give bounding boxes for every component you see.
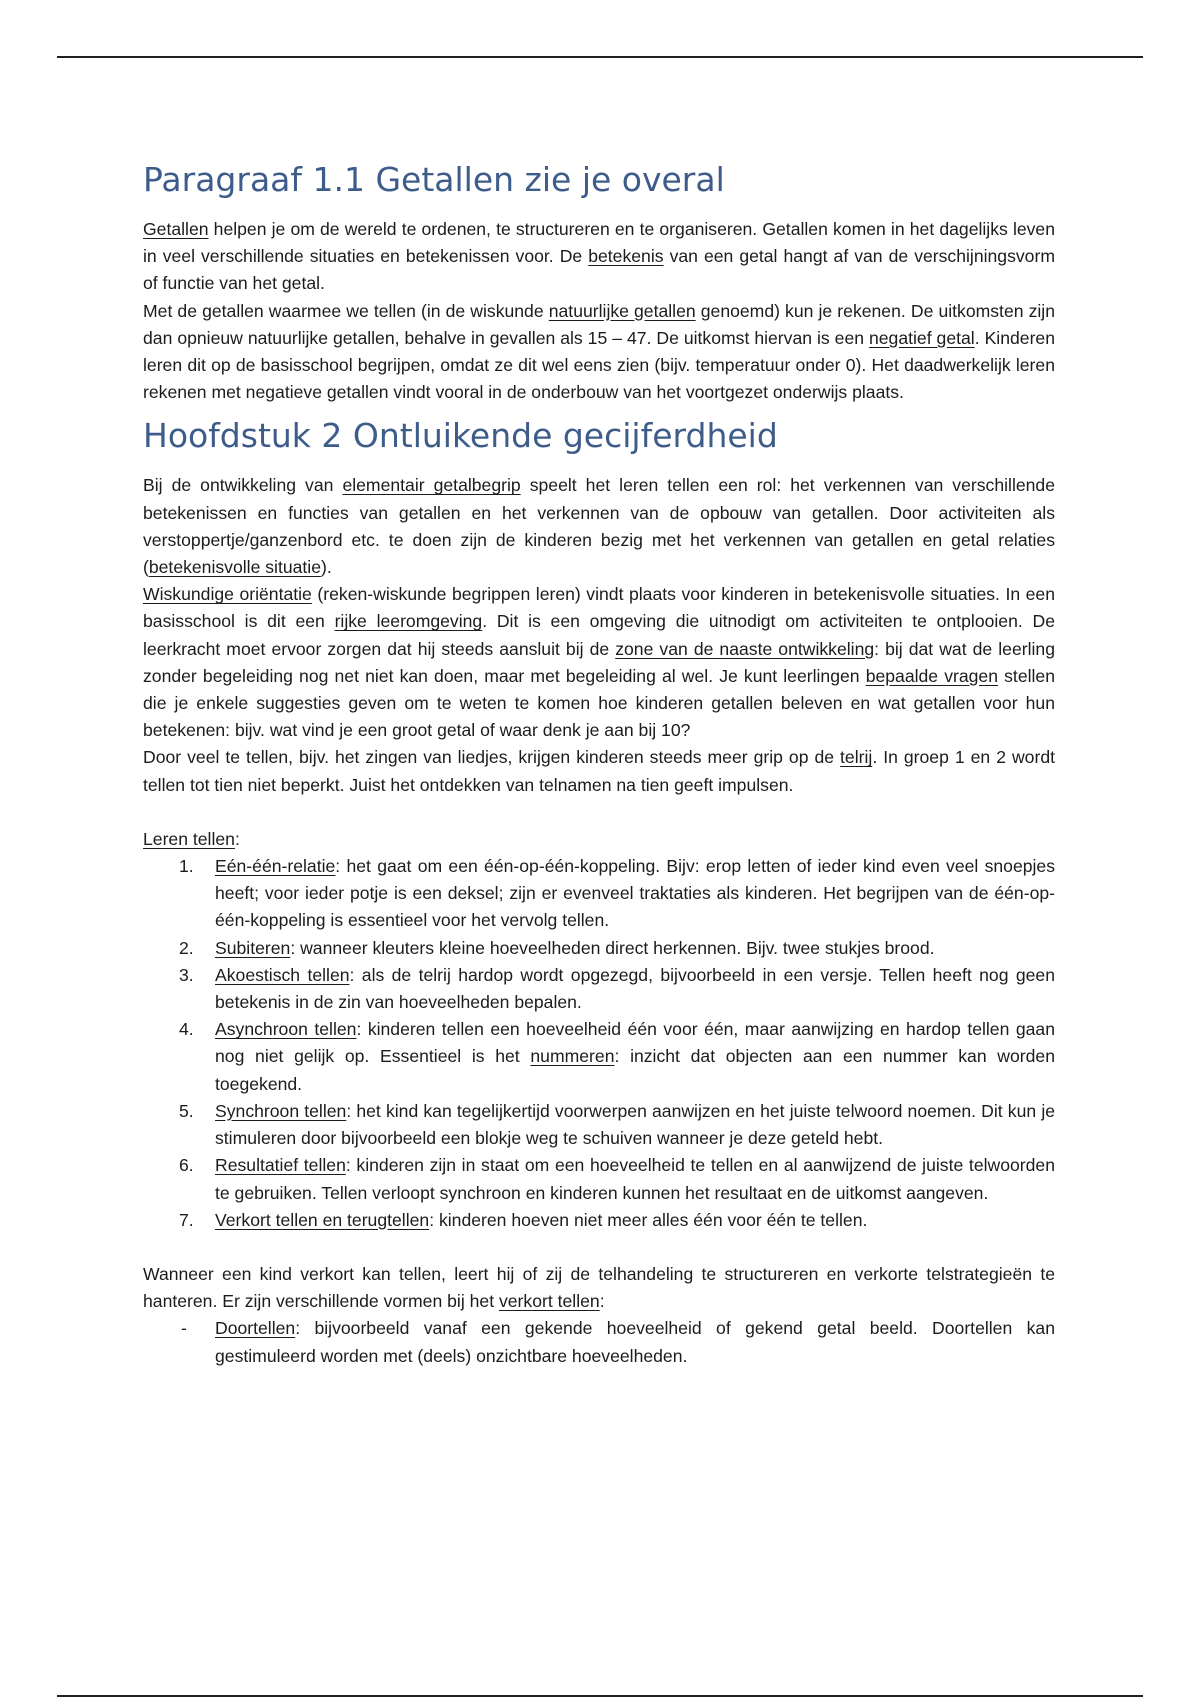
text-run: : kinderen zijn in staat om een hoeveelheid te tellen en al aanwijzend de juiste telwoorden te gebruiken. Tellen verloopt synchroon en kinderen kunnen het resultaat en de uitkomst aangeven. [215, 1155, 1055, 1203]
paragraph-telrij [143, 744, 1055, 798]
underlined-term: Resultatief tellen [215, 1155, 346, 1176]
list-marker: 1. [179, 856, 194, 877]
list-marker: 7. [179, 1209, 194, 1230]
underlined-term: telrij [840, 747, 873, 768]
list-marker: 4. [179, 1019, 194, 1040]
list-item [143, 1152, 1055, 1206]
heading-hoofdstuk-2: Hoofdstuk 2 Ontluikende gecijferdheid [143, 416, 778, 456]
list-item [143, 1016, 1055, 1098]
text-run: Door veel te tellen, bijv. het zingen van liedjes, krijgen kinderen steeds meer grip op de [143, 747, 841, 768]
text-run: speelt het leren tellen een rol: het verkennen van verschillende betekenissen en functies van getallen en het verkennen van de opbouw van getallen. Door activiteiten als verstoppertje/ganzenbord etc. te doen zijn de kinderen bezig met het verkennen van getallen en getal relaties ( [143, 475, 1055, 578]
paragraph-getallen [143, 216, 1055, 298]
underlined-term: verkort tellen [498, 1291, 600, 1312]
text-run: : het gaat om een één-op-één-koppeling. Bijv: erop letten of ieder kind even veel snoepjes heeft; voor ieder potje is een deksel; zijn er evenveel traktaties als kinderen. Het begrijpen van de één-op-één-koppeling is essentieel voor het vervolg tellen. [215, 856, 1055, 931]
underlined-term: Getallen [143, 219, 209, 239]
underlined-term: natuurlijke getallen [548, 300, 696, 321]
underlined-term: Leren tellen [143, 828, 235, 849]
leren-tellen-list [143, 853, 1055, 1234]
text-run: Met de getallen waarmee we tellen (in de wiskunde [143, 300, 549, 321]
underlined-term: betekenis [588, 246, 664, 267]
paragraph-elementair-getalbegrip [143, 472, 1055, 581]
text-run: Bij de ontwikkeling van [143, 475, 343, 496]
underlined-term: Asynchroon tellen [215, 1019, 357, 1040]
underlined-term: betekenisvolle situatie [148, 557, 321, 578]
text-run: : kinderen tellen een hoeveelheid één voor één, maar aanwijzing en hardop tellen gaan nog niet gelijk op. Essentieel is het [215, 1019, 1055, 1067]
underlined-term: Subiteren [215, 937, 291, 958]
verkort-tellen-list [143, 1315, 1055, 1369]
text-run: : kinderen hoeven niet meer alles één voor één te tellen. [429, 1209, 868, 1230]
text-run: . Dit is een omgeving die uitnodigt om activiteiten te ontplooien. De leerkracht moet ervoor zorgen dat hij steeds aansluit bij de [143, 611, 1055, 659]
paragraph-verkort-tellen [143, 1261, 1055, 1315]
list-marker: 3. [179, 964, 194, 985]
text-run: : [599, 1291, 605, 1312]
underlined-term: negatief getal [868, 327, 975, 348]
text-run: : inzicht dat objecten aan een nummer kan worden toegekend. [215, 1046, 1055, 1094]
underlined-term: Akoestisch tellen [215, 964, 350, 985]
text-run: van een getal hangt af van de verschijningsvorm of functie van het getal. [143, 246, 1055, 294]
list-item [143, 935, 1055, 962]
underlined-term: rijke leeromgeving [334, 611, 483, 632]
underlined-term: Doortellen [215, 1318, 296, 1339]
list-marker: 2. [179, 937, 194, 958]
text-run: : [234, 828, 240, 849]
text-run: Wanneer een kind verkort kan tellen, leert hij of zij de telhandeling te structureren en verkorte telstrategieën te hanteren. Er zijn verschillende vormen bij het [143, 1263, 1055, 1312]
text-run: : bij dat wat de leerling zonder begeleiding nog net niet kan doen, maar met begeleiding al wel. Je kunt leerlingen [143, 638, 1055, 686]
text-run: : wanneer kleuters kleine hoeveelheden direct herkennen. Bijv. twee stukjes brood. [290, 937, 935, 958]
text-run: : als de telrij hardop wordt opgezegd, bijvoorbeeld in een versje. Tellen heeft nog geen betekenis in de zin van hoeveelheden bepalen. [215, 964, 1055, 1013]
list-marker: 5. [179, 1100, 194, 1121]
list-title-leren-tellen [143, 826, 1055, 853]
paragraph-natuurlijke-getallen [143, 298, 1055, 407]
underlined-term: elementair getalbegrip [342, 475, 521, 496]
list-item [143, 1098, 1055, 1152]
text-run: : het kind kan tegelijkertijd voorwerpen aanwijzen en het juiste telwoord noemen. Dit kun je stimuleren door bijvoorbeeld een blokje weg te schuiven wanneer je deze geteld hebt. [215, 1100, 1056, 1149]
list-item [143, 1315, 1055, 1369]
text-run: . In groep 1 en 2 wordt tellen tot tien niet beperkt. Juist het ontdekken van telnamen na tien geeft impulsen. [143, 747, 1055, 795]
underlined-term: Eén-één-relatie [215, 856, 336, 877]
footer-rule [57, 1695, 1143, 1697]
text-run: stellen die je enkele suggesties geven om te weten te komen hoe kinderen getallen beleven en wat getallen voor hun betekenen: bijv. wat vind je een groot getal of waar denk je aan bij 10? [143, 665, 1055, 741]
underlined-term: nummeren [530, 1046, 615, 1067]
underlined-term: Synchroon tellen [215, 1100, 347, 1121]
list-marker: 6. [179, 1155, 194, 1176]
list-item [143, 1207, 1055, 1234]
underlined-term: Verkort tellen en terugtellen [215, 1209, 430, 1230]
paragraph-wiskundige-orientatie [143, 581, 1055, 744]
header-rule [57, 56, 1143, 58]
text-run: : bijvoorbeeld vanaf een gekende hoeveelheid of gekend getal beeld. Doortellen kan gestimuleerd worden met (deels) onzichtbare hoeveelheden. [215, 1318, 1055, 1366]
text-run: (reken-wiskunde begrippen leren) vindt plaats voor kinderen in betekenisvolle situaties. In een basisschool is dit een [143, 584, 1055, 632]
text-run: ). [321, 557, 332, 578]
heading-paragraaf-1-1: Paragraaf 1.1 Getallen zie je overal [143, 160, 725, 199]
list-marker: - [181, 1318, 187, 1339]
list-item [143, 962, 1055, 1016]
page-content [143, 160, 1055, 1370]
underlined-term: zone van de naaste ontwikkeling [615, 638, 875, 659]
text-run: genoemd) kun je rekenen. De uitkomsten zijn dan opnieuw natuurlijke getallen, behalve in gevallen als 15 – 47. De uitkomst hiervan is een [143, 300, 1056, 348]
text-run: . Kinderen leren dit op de basisschool begrijpen, omdat ze dit wel eens zien (bijv. temperatuur onder 0). Het daadwerkelijk leren rekenen met negatieve getallen vindt vooral in de onderbouw van het voortgezet onderwijs plaats. [143, 327, 1055, 403]
underlined-term: Wiskundige oriëntatie [143, 584, 312, 605]
underlined-term: bepaalde vragen [865, 665, 999, 686]
list-item [143, 853, 1055, 935]
text-run: helpen je om de wereld te ordenen, te structureren en te organiseren. Getallen komen in het dagelijks leven in veel verschillende situaties en betekenissen voor. De [143, 219, 1055, 267]
